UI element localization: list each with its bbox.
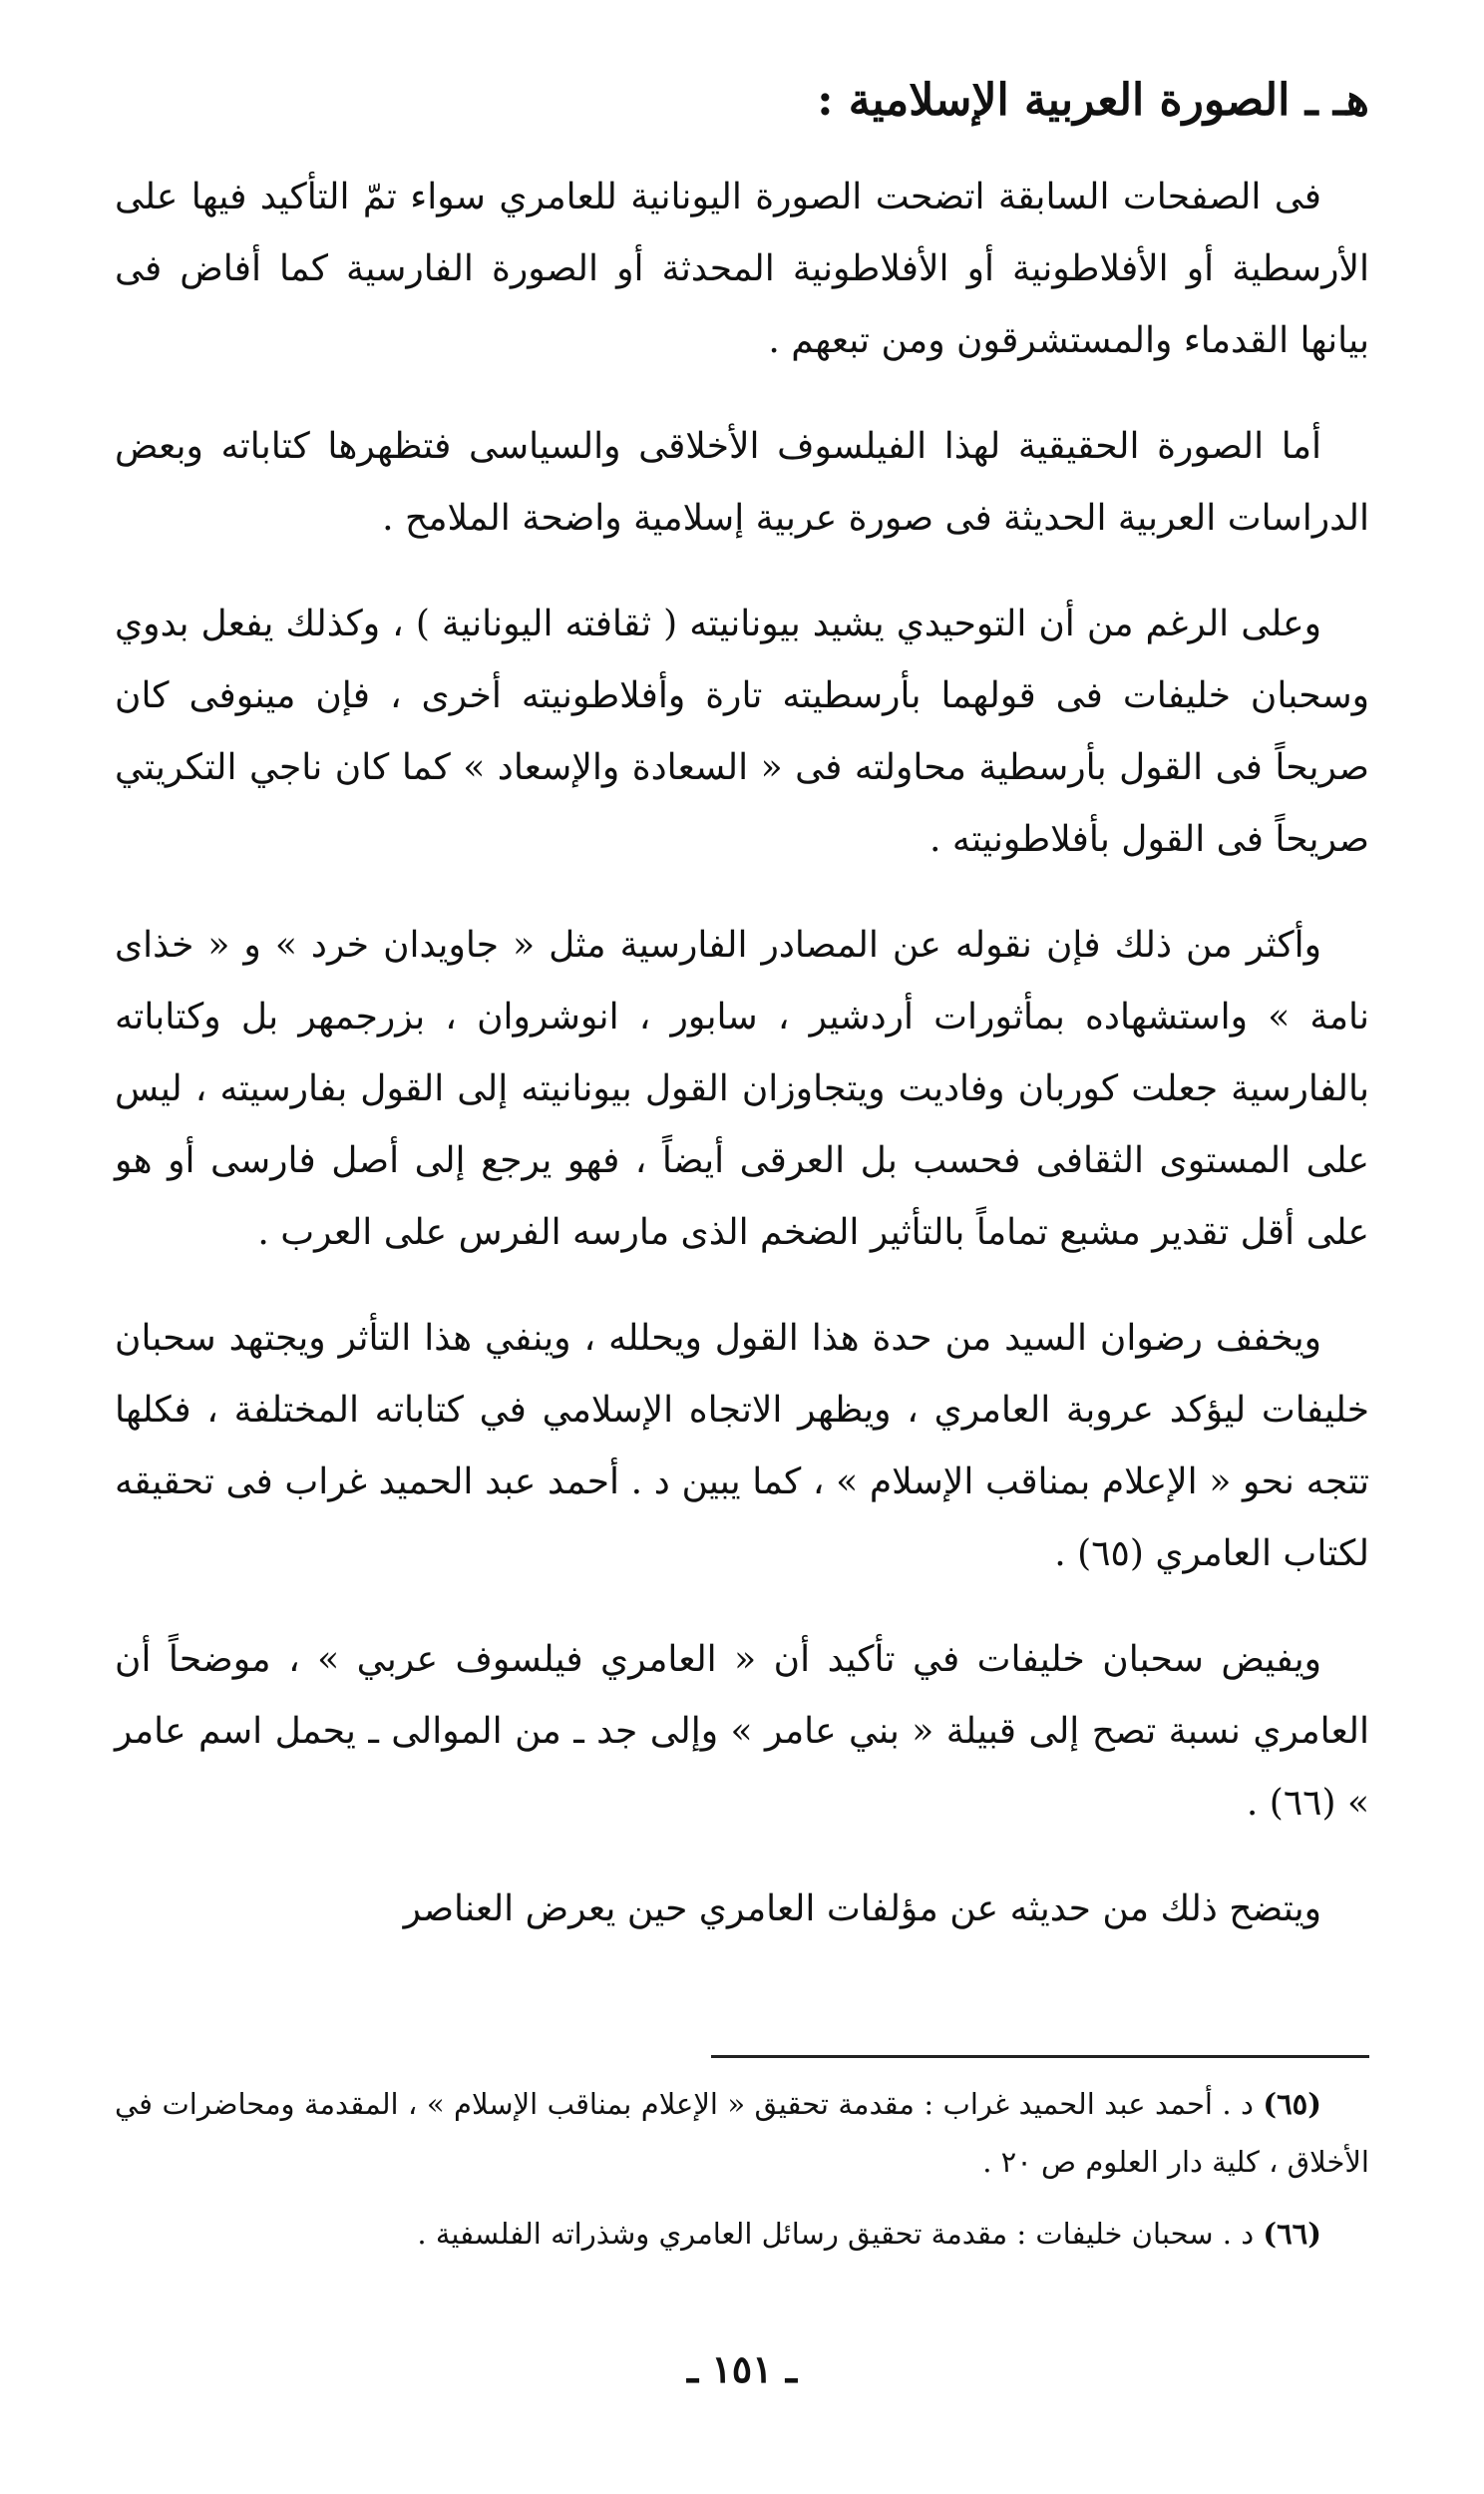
footnote-number: (٦٦) xyxy=(1263,2217,1321,2251)
section-heading: هـ ـ الصورة العربية الإسلامية : xyxy=(817,75,1369,126)
footnote-text: د . أحمد عبد الحميد غراب : مقدمة تحقيق « الإعلام بمناقب الإسلام » ، المقدمة ومحاضرات في الأخلاق ، كلية دار العلوم ص ٢٠ . xyxy=(115,2087,1369,2179)
footnote-text: د . سحبان خليفات : مقدمة تحقيق رسائل العامري وشذراته الفلسفية . xyxy=(417,2217,1255,2251)
paragraph: ويخفف رضوان السيد من حدة هذا القول ويحلله ، وينفي هذا التأثر ويجتهد سحبان خليفات ليؤكد عروبة العامري ، ويظهر الاتجاه الإسلامي في كتاباته المختلفة ، فكلها تتجه نحو « الإعلام بمناقب الإسلام » ، كما يبين د . أحمد عبد الحميد غراب فى تحقيقه لكتاب العامري (٦٥) . xyxy=(115,1318,1369,1574)
paragraph: ويفيض سحبان خليفات في تأكيد أن « العامري فيلسوف عربي » ، موضحاً أن العامري نسبة تصح إلى قبيلة « بني عامر » وإلى جد ـ من الموالى ـ يحمل اسم عامر » (٦٦) . xyxy=(115,1639,1369,1824)
paragraph: أما الصورة الحقيقية لهذا الفيلسوف الأخلاقى والسياسى فتظهرها كتاباته وبعض الدراسات العربية الحديثة فى صورة عربية إسلامية واضحة الملامح . xyxy=(115,426,1369,539)
paragraph: وعلى الرغم من أن التوحيدي يشيد بيونانيته ( ثقافته اليونانية ) ، وكذلك يفعل بدوي وسحبان خليفات فى قولهما بأرسطيته تارة وأفلاطونيته أخرى ، فإن مينوفى كان صريحاً فى القول بأرسطية محاولته فى « السعادة والإسعاد » كما كان ناجي التكريتي صريحاً فى القول بأفلاطونيته . xyxy=(115,604,1369,860)
paragraph: ويتضح ذلك من حديثه عن مؤلفات العامري حين يعرض العناصر xyxy=(403,1888,1321,1929)
footnote-number: (٦٥) xyxy=(1263,2087,1321,2121)
footnote xyxy=(115,2075,1369,2191)
body-text xyxy=(115,162,1369,1979)
footnotes xyxy=(115,2075,1369,2277)
footnote xyxy=(115,2205,1369,2263)
paragraph: فى الصفحات السابقة اتضحت الصورة اليونانية للعامري سواء تمّ التأكيد فيها على الأرسطية أو الأفلاطونية أو الأفلاطونية المحدثة أو الصورة الفارسية كما أفاض فى بيانها القدماء والمستشرقون ومن تبعهم . xyxy=(115,177,1369,361)
footnote-separator xyxy=(711,2055,1369,2058)
page-number: ـ ١٥١ ـ xyxy=(687,2346,797,2391)
paragraph: وأكثر من ذلك فإن نقوله عن المصادر الفارسية مثل « جاويدان خرد » و « خذاى نامة » واستشهاده بمأثورات أردشير ، سابور ، انوشروان ، بزرجمهر بل وكتاباته بالفارسية جعلت كوربان وفاديت ويتجاوزان القول بيونانيته إلى القول بفارسيته ، ليس على المستوى الثقافى فحسب بل العرقى أيضاً ، فهو يرجع إلى أصل فارسى أو هو على أقل تقدير مشبع تماماً بالتأثير الضخم الذى مارسه الفرس على العرب . xyxy=(115,925,1369,1253)
